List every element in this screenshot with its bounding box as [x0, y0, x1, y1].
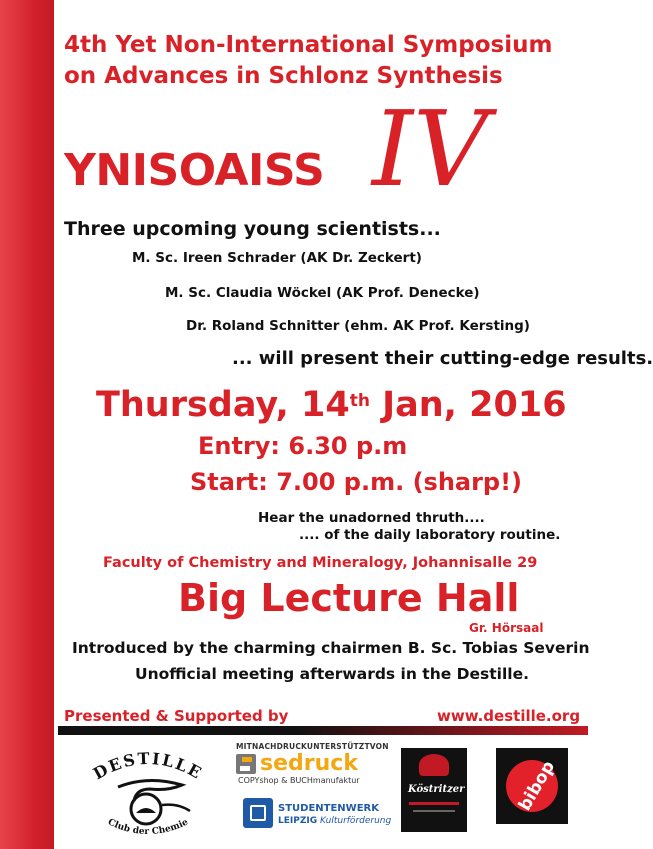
sedruck-logo — [236, 742, 389, 788]
sedruck-name: sedruck — [260, 751, 358, 776]
bibop-logo — [496, 748, 568, 824]
studentenwerk-logo — [243, 795, 392, 837]
title-line-1: 4th Yet Non-International Symposium — [64, 32, 553, 58]
symposium-title — [64, 30, 552, 92]
lecture-hall-subtitle: Gr. Hörsaal — [469, 621, 544, 635]
chairman-intro: Introduced by the charming chairmen B. Sc. Tobias Severin — [72, 639, 590, 657]
bibop-name: bibop — [514, 757, 560, 815]
faculty-address: Faculty of Chemistry and Mineralogy, Johannisalle 29 — [103, 555, 538, 571]
speakers-outro: ... will present their cutting-edge results. — [232, 348, 653, 369]
sedruck-tagline: MITNACHDRUCKUNTERSTÜTZTVON — [236, 742, 389, 751]
title-line-2: on Advances in Schlonz Synthesis — [64, 63, 503, 89]
sedruck-subtitle: COPYshop & BUCHmanufaktur — [238, 776, 360, 785]
footer-divider — [58, 726, 588, 735]
kostritzer-logo — [401, 748, 467, 832]
date-ordinal: th — [349, 391, 370, 411]
red-sidebar-band — [0, 0, 54, 849]
kostritzer-name: Köstritzer — [408, 784, 465, 795]
speaker-2: M. Sc. Claudia Wöckel (AK Prof. Denecke) — [165, 285, 480, 301]
speaker-3: Dr. Roland Schnitter (ehm. AK Prof. Kersting) — [186, 318, 530, 334]
destille-top-text: DESTILLE — [89, 748, 207, 784]
date-prefix: Thursday, 14 — [96, 385, 350, 425]
destille-logo-graphic — [78, 745, 218, 840]
lecture-hall: Big Lecture Hall — [178, 576, 520, 620]
studentenwerk-name: STUDENTENWERK — [278, 803, 379, 814]
destille-bottom-text: Club der Chemie — [106, 817, 190, 838]
destille-logo — [78, 745, 218, 840]
kostritzer-crest-icon — [419, 754, 449, 776]
speaker-1: M. Sc. Ireen Schrader (AK Dr. Zeckert) — [132, 250, 422, 266]
svg-text:Club der Chemie — [106, 817, 190, 837]
studentenwerk-icon — [243, 798, 273, 828]
studentenwerk-subline — [278, 816, 391, 826]
tagline-line-1: Hear the unadorned thruth.... — [258, 510, 485, 526]
event-date — [96, 385, 567, 425]
sedruck-s-icon — [236, 754, 256, 774]
acronym: YNISOAISS — [64, 145, 325, 196]
studentenwerk-culture: Kulturförderung — [319, 816, 392, 826]
start-time: Start: 7.00 p.m. (sharp!) — [190, 468, 523, 496]
date-suffix: Jan, 2016 — [369, 385, 567, 425]
website-link[interactable]: www.destille.org — [437, 707, 581, 725]
meeting-note: Unofficial meeting afterwards in the Destille. — [135, 665, 530, 683]
speakers-intro: Three upcoming young scientists... — [64, 218, 441, 240]
tagline-line-2: .... of the daily laboratory routine. — [299, 527, 561, 543]
roman-numeral: IV — [372, 88, 489, 210]
entry-time: Entry: 6.30 p.m — [198, 432, 408, 460]
presented-by-label: Presented & Supported by — [64, 707, 289, 725]
studentenwerk-city: LEIPZIG — [278, 816, 318, 826]
svg-text:DESTILLE — [90, 749, 206, 784]
